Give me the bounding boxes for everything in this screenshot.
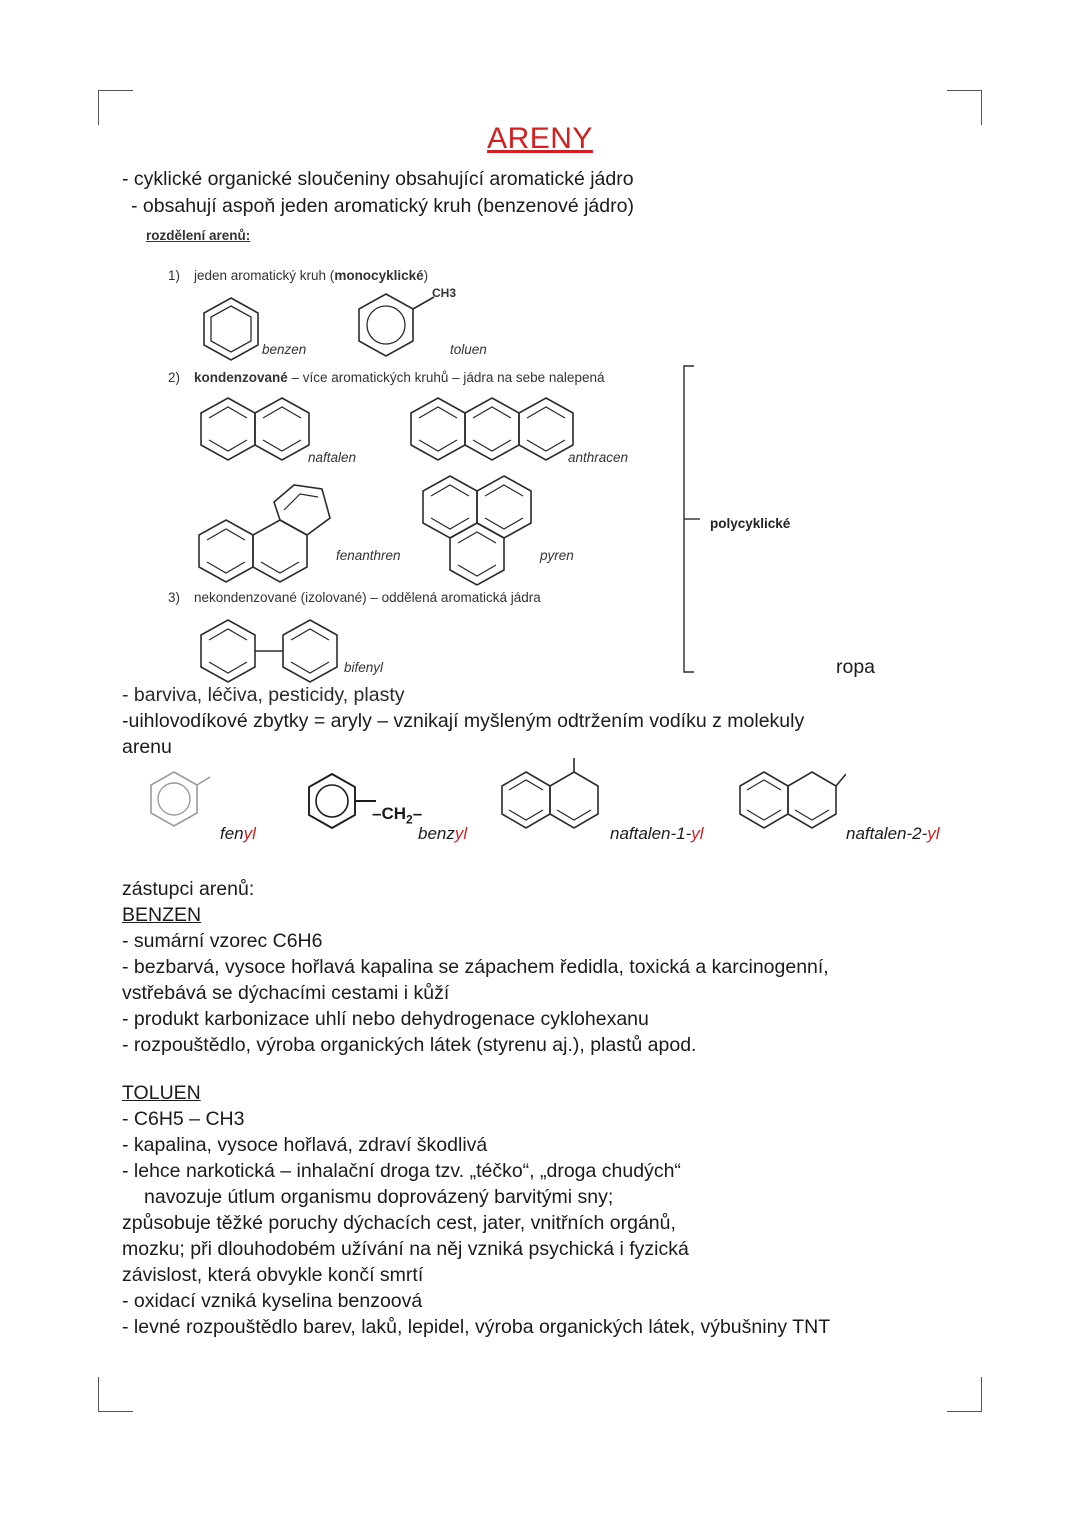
figure-item-3-text: nekondenzované (izolované) – oddělená aromatická jádra [194, 590, 541, 605]
sections-body [122, 876, 1002, 1340]
toluen-line-6: mozku; při dlouhodobém užívání na něj vzniká psychická i fyzická [122, 1238, 689, 1260]
caption-fenanthren: fenanthren [336, 548, 401, 563]
toluen-heading: TOLUEN [122, 1082, 201, 1104]
benzen-line-2: - bezbarvá, vysoce hořlavá kapalina se zápachem ředidla, toxická a karcinogenní, [122, 956, 829, 978]
label-polycyklicke: polycyklické [710, 516, 791, 531]
figure-item-1-number: 1) [168, 268, 181, 283]
aryl-label-benzyl [418, 824, 467, 844]
anthracene-structure [408, 394, 582, 474]
aryl-label-naftalen-2-yl-red: yl [927, 824, 940, 843]
toluen-line-8: - oxidací vzniká kyselina benzoová [122, 1290, 423, 1312]
after-figure-line-1: - barviva, léčiva, pesticidy, plasty [122, 684, 405, 706]
after-figure-line-2: -uihlovodíkové zbytky = aryly – vznikají myšleným odtržením vodíku z molekuly [122, 710, 805, 732]
aryl-label-benzyl-black: benz [418, 824, 455, 843]
toluen-line-3: - lehce narkotická – inhalační droga tzv. „téčko“, „droga chudých“ [122, 1160, 681, 1182]
figure-item-1-text-after: ) [423, 268, 429, 283]
benzen-line-5: - rozpouštědlo, výroba organických látek (styrenu aj.), plastů apod. [122, 1034, 697, 1056]
aryl-label-fenyl [220, 824, 256, 844]
figure-item-1-text-before: jeden aromatický kruh ( [194, 268, 335, 283]
section-spacer [122, 1058, 1002, 1080]
caption-naftalen: naftalen [308, 450, 357, 465]
aryl-label-fenyl-black: fen [220, 824, 244, 843]
figure-item-2-bold: kondenzované [194, 370, 288, 385]
toluene-methyl-label: CH3 [432, 286, 457, 300]
naphthalen-1-yl-structure [498, 758, 608, 838]
figure-item-3 [168, 590, 541, 605]
caption-benzen: benzen [262, 342, 307, 357]
caption-anthracen: anthracen [568, 450, 629, 465]
caption-bifenyl: bifenyl [344, 660, 384, 675]
crop-mark-bottom-right [947, 1377, 982, 1412]
after-figure-paragraph [122, 682, 982, 760]
naphthalen-2-yl-structure [736, 758, 846, 838]
aryl-label-benzyl-red: yl [454, 824, 468, 843]
intro-paragraph [122, 166, 962, 219]
figure-item-2-text-after: – více aromatických kruhů – jádra na sebe nalepená [287, 370, 605, 385]
naphthalene-structure [198, 394, 318, 474]
figure-item-2 [168, 370, 604, 385]
figure-item-2-number: 2) [168, 370, 181, 385]
aryl-groups-row [140, 760, 970, 850]
toluen-line-7: závislost, která obvykle končí smrtí [122, 1264, 424, 1286]
toluen-line-9: - levné rozpouštědlo barev, laků, lepidel, výroba organických látek, výbušniny TNT [122, 1316, 831, 1338]
intro-line-2: - obsahují aspoň jeden aromatický kruh (benzenové jádro) [131, 195, 634, 217]
aryl-label-fenyl-red: yl [243, 824, 256, 843]
benzyl-ch: CH [381, 804, 407, 823]
benzen-line-3: vstřebává se dýchacími cestami i kůží [122, 982, 450, 1004]
benzen-heading: BENZEN [122, 904, 202, 926]
caption-pyren: pyren [540, 548, 574, 563]
caption-toluen: toluen [450, 342, 487, 357]
toluen-line-4: navozuje útlum organismu doprovázený barvitými sny; [144, 1186, 614, 1208]
phenyl-structure [144, 760, 214, 836]
sections-lead: zástupci arenů: [122, 878, 255, 900]
figure-item-3-number: 3) [168, 590, 181, 605]
crop-mark-top-left [98, 90, 133, 125]
after-figure-line-3: arenu [122, 736, 172, 758]
benzen-line-1: - sumární vzorec C6H6 [122, 930, 323, 952]
benzene-structure [198, 294, 264, 366]
benzyl-ch2-label: $-CH_2-$ [372, 804, 423, 827]
aryl-label-naftalen-2-yl [846, 824, 940, 844]
aryl-label-naftalen-2-yl-black: naftalen-2- [846, 824, 928, 843]
aryl-label-naftalen-1-yl [610, 824, 704, 844]
pyrene-structure [416, 468, 538, 588]
phenanthrene-structure [196, 480, 336, 586]
page-title: ARENY [487, 122, 593, 155]
polycyclic-brace [680, 364, 710, 674]
intro-line-1: - cyklické organické sloučeniny obsahující aromatické jádro [122, 168, 634, 190]
benzen-line-4: - produkt karbonizace uhlí nebo dehydrogenace cyklohexanu [122, 1008, 649, 1030]
aryl-label-naftalen-1-yl-red: yl [691, 824, 704, 843]
benzyl-ch-sub: 2 [406, 812, 413, 827]
toluen-line-5: způsobuje těžké poruchy dýchacích cest, jater, vnitřních orgánů, [122, 1212, 676, 1234]
figure-item-1-bold: monocyklické [334, 268, 424, 283]
figure-heading: rozdělení arenů: [146, 228, 251, 243]
aryl-label-naftalen-1-yl-black: naftalen-1- [610, 824, 692, 843]
crop-mark-top-right [947, 90, 982, 125]
toluen-line-1: - C6H5 – CH3 [122, 1108, 245, 1130]
toluen-line-2: - kapalina, vysoce hořlavá, zdraví škodlivá [122, 1134, 488, 1156]
biphenyl-structure [198, 616, 348, 688]
arene-classification-figure [140, 228, 860, 688]
crop-mark-bottom-left [98, 1377, 133, 1412]
ropa-label: ropa [836, 656, 876, 678]
